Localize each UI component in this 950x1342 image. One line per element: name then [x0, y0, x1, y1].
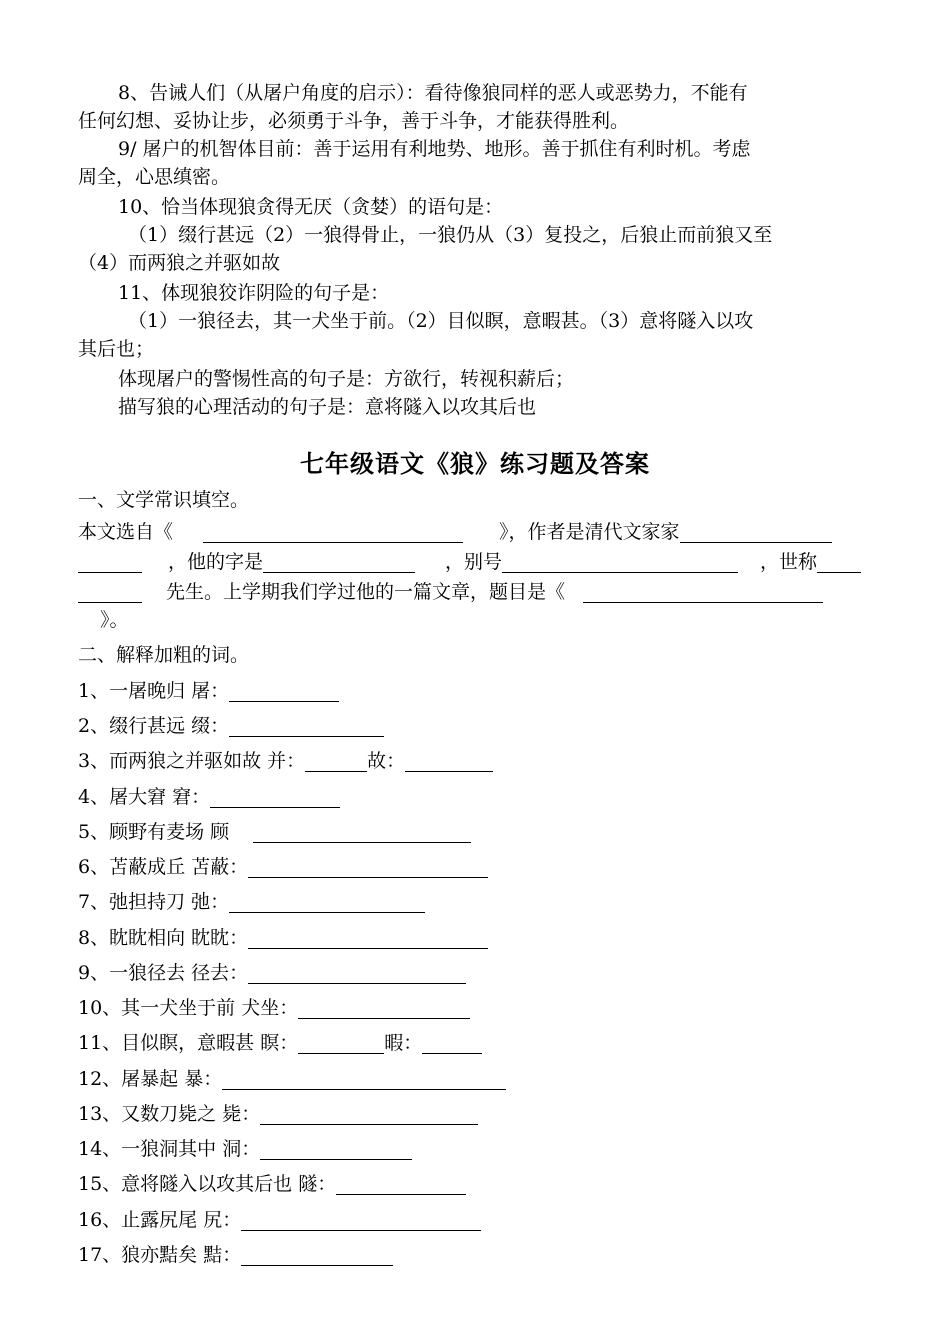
answer-10-heading: 10、恰当体现狼贪得无厌（贪婪）的语句是：	[118, 196, 504, 218]
list-item	[78, 746, 493, 776]
question-text: 2、缀行甚远 缀：	[78, 715, 230, 737]
question-text: 17、狼亦黠矣 黠：	[78, 1244, 242, 1266]
list-item	[78, 958, 466, 988]
list-item	[78, 1134, 412, 1164]
answer-blank-2[interactable]	[405, 749, 493, 772]
answer-8-line1: 8、告诫人们（从屠户角度的启示）：看待像狼同样的恶人或恶势力，不能有	[118, 82, 748, 104]
question-text: 9、一狼径去 径去：	[78, 962, 249, 984]
s1-text-e: ，世称	[760, 551, 818, 573]
blank-title-known-as-cont[interactable]	[78, 580, 142, 603]
s1-text-a: 本文选自《	[78, 521, 174, 543]
answer-blank[interactable]	[248, 961, 466, 984]
list-item	[78, 1028, 482, 1058]
answer-blank[interactable]	[260, 1137, 412, 1160]
answer-blank[interactable]	[260, 1102, 478, 1125]
list-item	[78, 1240, 393, 1270]
s1-text-c: ，他的字是	[168, 551, 264, 573]
list-item	[78, 993, 470, 1023]
answer-vigilance: 体现屠户的警惕性高的句子是：方欲行，转视积薪后；	[118, 368, 575, 390]
answer-blank[interactable]	[298, 996, 470, 1019]
answer-blank[interactable]	[298, 1031, 384, 1054]
blank-courtesy-name[interactable]	[263, 550, 415, 573]
answer-10-line1: （1）缀行甚远（2）一狼得骨止，一狼仍从（3）复投之，后狼止而前狼又至	[128, 224, 773, 246]
section1-heading: 一、文学常识填空。	[78, 489, 250, 511]
answer-8-line2: 任何幻想、妥协让步，必须勇于斗争，善于斗争，才能获得胜利。	[78, 110, 630, 132]
answer-11-line2: 其后也；	[78, 338, 155, 360]
question-text: 5、顾野有麦场 顾	[78, 821, 230, 843]
question-text: 11、目似瞑，意暇甚 瞑：	[78, 1032, 299, 1054]
list-item	[78, 1064, 506, 1094]
blank-author[interactable]	[680, 520, 832, 543]
blank-title-known-as[interactable]	[817, 550, 861, 573]
question-text: 14、一狼洞其中 洞：	[78, 1138, 261, 1160]
answer-9-line2: 周全，心思缜密。	[78, 166, 231, 188]
answer-blank[interactable]	[305, 749, 367, 772]
question-text: 6、苫蔽成丘 苫蔽：	[78, 856, 249, 878]
list-item	[78, 1099, 478, 1129]
question-text-2: 暇：	[384, 1032, 423, 1054]
section1-line3	[78, 577, 823, 607]
section1-line1	[78, 517, 832, 547]
list-item	[78, 1169, 466, 1199]
answer-blank[interactable]	[248, 855, 488, 878]
list-item	[78, 817, 471, 847]
answer-blank[interactable]	[336, 1172, 466, 1195]
list-item	[78, 923, 488, 953]
answer-11-line1: （1）一狼径去，其一犬坐于前。（2）目似瞑，意暇甚。（3）意将隧入以攻	[128, 310, 754, 332]
worksheet-title: 七年级语文《狼》练习题及答案	[300, 449, 650, 478]
question-text: 8、眈眈相向 眈眈：	[78, 927, 249, 949]
list-item	[78, 711, 384, 741]
blank-previous-article[interactable]	[583, 580, 823, 603]
question-text: 13、又数刀毙之 毙：	[78, 1103, 261, 1125]
question-text: 10、其一犬坐于前 犬坐：	[78, 997, 299, 1019]
question-text: 1、一屠晚归 屠：	[78, 680, 230, 702]
question-text: 12、屠暴起 暴：	[78, 1068, 223, 1090]
answer-blank[interactable]	[241, 1208, 481, 1231]
answer-10-line2: （4）而两狼之并驱如故	[78, 252, 281, 274]
s1-text-d: ，别号	[445, 551, 503, 573]
answer-blank[interactable]	[241, 1243, 393, 1266]
list-item	[78, 676, 339, 706]
question-text: 15、意将隧入以攻其后也 隧：	[78, 1173, 337, 1195]
list-item	[78, 887, 425, 917]
answer-wolf-psychology: 描写狼的心理活动的句子是：意将隧入以攻其后也	[118, 396, 537, 418]
blank-author-cont[interactable]	[78, 550, 142, 573]
answer-blank[interactable]	[210, 785, 340, 808]
answer-blank[interactable]	[222, 1067, 506, 1090]
answer-blank[interactable]	[229, 679, 339, 702]
s1-text-g: 》。	[100, 609, 129, 631]
list-item	[78, 1205, 481, 1235]
section1-line2	[78, 547, 861, 577]
list-item	[78, 852, 488, 882]
blank-pseudonym[interactable]	[502, 550, 738, 573]
blank-source-book[interactable]	[203, 520, 463, 543]
question-text-2: 故：	[367, 750, 406, 772]
question-text: 3、而两狼之并驱如故 并：	[78, 750, 306, 772]
answer-blank[interactable]	[253, 820, 471, 843]
s1-text-f: 先生。上学期我们学过他的一篇文章，题目是《	[166, 581, 566, 603]
question-text: 4、屠大窘 窘：	[78, 786, 211, 808]
question-text: 16、止露尻尾 尻：	[78, 1209, 242, 1231]
answer-blank[interactable]	[248, 926, 488, 949]
section2-heading: 二、解释加粗的词。	[78, 644, 250, 666]
answer-blank[interactable]	[229, 714, 384, 737]
s1-text-b: 》，作者是清代文家家	[499, 521, 680, 543]
answer-blank[interactable]	[229, 890, 425, 913]
answer-blank-2[interactable]	[422, 1031, 482, 1054]
answer-11-heading: 11、体现狼狡诈阴险的句子是：	[118, 282, 390, 304]
answer-9-line1: 9/ 屠户的机智体目前：善于运用有利地势、地形。善于抓住有利时机。考虑	[118, 138, 751, 160]
question-text: 7、弛担持刀 弛：	[78, 891, 230, 913]
list-item	[78, 782, 340, 812]
